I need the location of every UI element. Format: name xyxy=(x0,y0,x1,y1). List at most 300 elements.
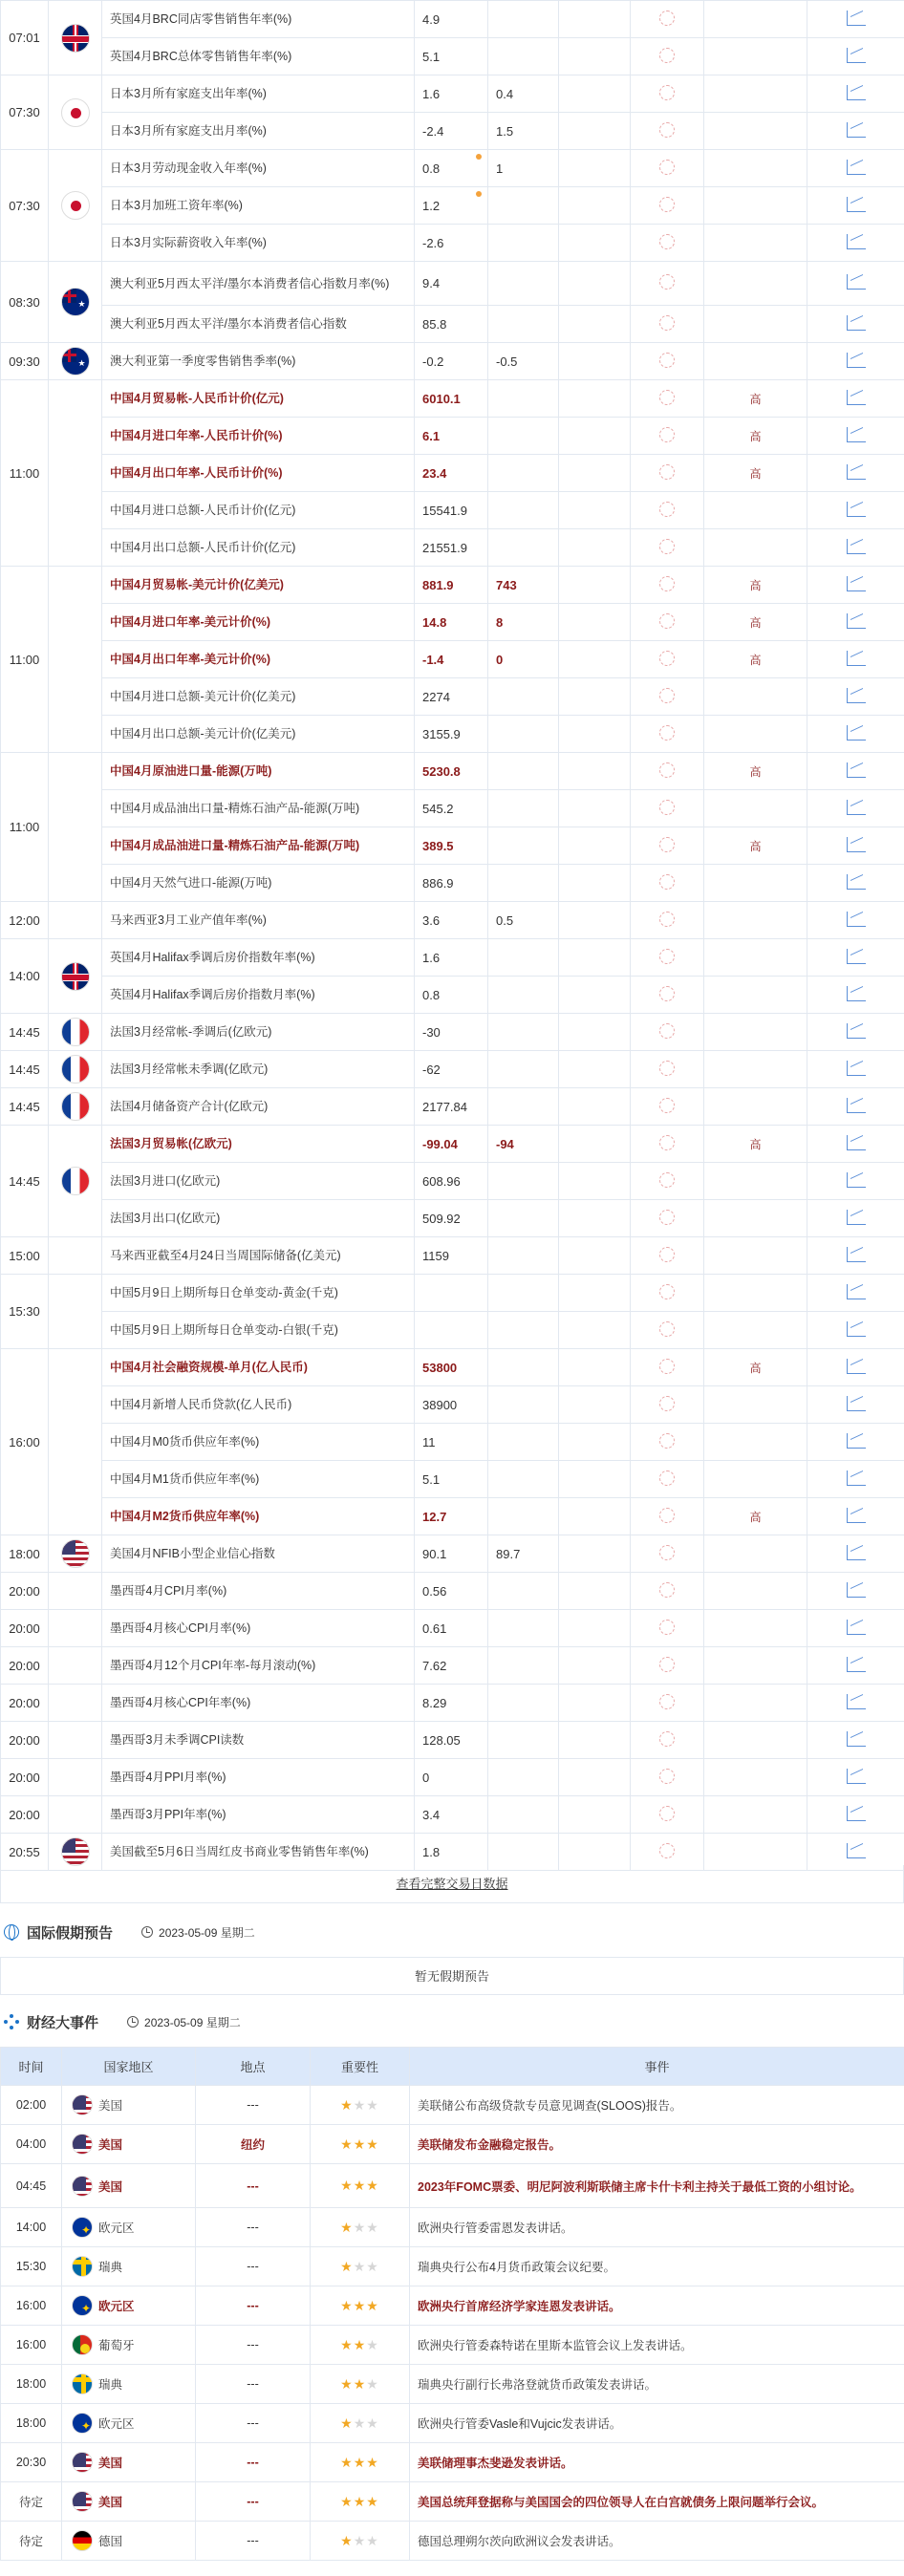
star-empty-icon: ★ xyxy=(353,2219,367,2235)
dashed-circle-icon xyxy=(659,1545,675,1560)
calendar-row[interactable] xyxy=(1,492,904,529)
chart-icon[interactable] xyxy=(847,1023,866,1039)
calendar-row[interactable] xyxy=(1,1386,904,1424)
previous-value xyxy=(415,1386,488,1424)
calendar-row[interactable] xyxy=(1,1535,904,1573)
chart-icon[interactable] xyxy=(847,1620,866,1635)
actual-value xyxy=(559,1796,631,1834)
calendar-row[interactable] xyxy=(1,716,904,753)
actual-value xyxy=(559,455,631,492)
event-description[interactable]: 2023年FOMC票委、明尼阿波利斯联储主席卡什卡利主持关于最低工资的小组讨论。 xyxy=(410,2164,904,2208)
chart-icon[interactable] xyxy=(847,539,866,554)
indicator-name[interactable]: 墨西哥4月核心CPI月率(%) xyxy=(102,1610,415,1647)
chart-cell xyxy=(807,1610,904,1647)
event-time: 15:00 xyxy=(1,1237,49,1275)
chart-icon[interactable] xyxy=(847,353,866,368)
importance-label xyxy=(704,1163,807,1200)
star-filled-icon: ★ xyxy=(340,2532,354,2548)
indicator-name[interactable]: 中国4月M2货币供应年率(%) xyxy=(102,1498,415,1535)
calendar-row[interactable] xyxy=(1,306,904,343)
previous-value xyxy=(415,1163,488,1200)
chart-icon[interactable] xyxy=(847,1582,866,1598)
calendar-row[interactable] xyxy=(1,1200,904,1237)
expected-value: 1 xyxy=(488,150,559,187)
calendar-row[interactable] xyxy=(1,641,904,678)
indicator-name[interactable]: 法国3月经常帐未季调(亿欧元) xyxy=(102,1051,415,1088)
chart-icon[interactable] xyxy=(847,1657,866,1672)
event-time: 15:30 xyxy=(1,2247,62,2286)
event-description[interactable]: 欧洲央行首席经济学家连恩发表讲话。 xyxy=(410,2286,904,2326)
importance-label xyxy=(704,902,807,939)
chart-icon[interactable] xyxy=(847,274,866,290)
event-time: 14:45 xyxy=(1,1126,49,1237)
calendar-row[interactable] xyxy=(1,865,904,902)
event-row[interactable] xyxy=(1,2164,904,2208)
chart-icon[interactable] xyxy=(847,986,866,1001)
chart-icon[interactable] xyxy=(847,949,866,964)
event-description[interactable]: 美国总统拜登据称与美国国会的四位领导人在白宫就债务上限问题举行会议。 xyxy=(410,2482,904,2522)
indicator-name[interactable]: 中国4月新增人民币贷款(亿人民币) xyxy=(102,1386,415,1424)
indicator-name[interactable]: 中国4月贸易帐-人民币计价(亿元) xyxy=(102,380,415,418)
indicator-name[interactable]: 澳大利亚5月西太平洋/墨尔本消费者信心指数月率(%) xyxy=(102,262,415,306)
chart-icon[interactable] xyxy=(847,762,866,778)
dashed-circle-icon xyxy=(659,1508,675,1523)
chart-icon[interactable] xyxy=(847,1098,866,1113)
indicator-name[interactable]: 马来西亚3月工业产值年率(%) xyxy=(102,902,415,939)
attention-cell xyxy=(631,1163,704,1200)
event-place: --- xyxy=(196,2286,311,2326)
chart-icon[interactable] xyxy=(847,1172,866,1188)
event-description[interactable]: 瑞典央行公布4月货币政策会议纪要。 xyxy=(410,2247,904,2286)
dashed-circle-icon xyxy=(659,234,675,249)
chart-icon[interactable] xyxy=(847,874,866,890)
actual-value xyxy=(559,1349,631,1386)
chart-icon[interactable] xyxy=(847,197,866,212)
indicator-name[interactable]: 中国4月贸易帐-美元计价(亿美元) xyxy=(102,567,415,604)
chart-icon[interactable] xyxy=(847,48,866,63)
event-place: --- xyxy=(196,2247,311,2286)
indicator-name[interactable]: 墨西哥4月12个月CPI年率-每月滚动(%) xyxy=(102,1647,415,1685)
calendar-row[interactable] xyxy=(1,1275,904,1312)
indicator-name[interactable]: 中国4月进口总额-人民币计价(亿元) xyxy=(102,492,415,529)
previous-value-text: 1.6 xyxy=(422,86,441,101)
chart-icon[interactable] xyxy=(847,1843,866,1858)
chart-icon[interactable] xyxy=(847,315,866,331)
calendar-row[interactable] xyxy=(1,1424,904,1461)
expected-value xyxy=(488,1424,559,1461)
event-country xyxy=(62,2522,196,2561)
attention-cell xyxy=(631,380,704,418)
country-flag-cell xyxy=(49,343,102,380)
calendar-row[interactable] xyxy=(1,1685,904,1722)
indicator-name[interactable]: 中国4月进口年率-人民币计价(%) xyxy=(102,418,415,455)
expected-value xyxy=(488,1014,559,1051)
dashed-circle-icon xyxy=(659,427,675,442)
event-row[interactable] xyxy=(1,2125,904,2164)
country-name: 瑞典 xyxy=(98,2261,123,2274)
indicator-name[interactable]: 中国5月9日上期所每日仓单变动-黄金(千克) xyxy=(102,1275,415,1312)
holiday-date: 2023-05-09 星期二 xyxy=(141,1924,255,1941)
dashed-circle-icon xyxy=(659,1843,675,1858)
calendar-row[interactable] xyxy=(1,939,904,977)
chart-icon[interactable] xyxy=(847,1359,866,1374)
chart-icon[interactable] xyxy=(847,725,866,741)
indicator-name[interactable]: 日本3月加班工资年率(%) xyxy=(102,187,415,225)
indicator-name[interactable]: 法国3月出口(亿欧元) xyxy=(102,1200,415,1237)
calendar-row[interactable] xyxy=(1,1163,904,1200)
chart-icon[interactable] xyxy=(847,234,866,249)
importance-label: 高 xyxy=(704,641,807,678)
chart-icon[interactable] xyxy=(847,800,866,815)
chart-cell xyxy=(807,1647,904,1685)
country-flag-cell xyxy=(49,1759,102,1796)
calendar-row[interactable] xyxy=(1,38,904,75)
event-place: --- xyxy=(196,2365,311,2404)
chart-icon[interactable] xyxy=(847,1284,866,1299)
chart-icon[interactable] xyxy=(847,1545,866,1560)
indicator-name[interactable]: 日本3月所有家庭支出年率(%) xyxy=(102,75,415,113)
country-flag-cell xyxy=(49,150,102,262)
importance-stars xyxy=(311,2443,410,2482)
chart-icon[interactable] xyxy=(847,502,866,517)
indicator-name[interactable]: 日本3月实际薪资收入年率(%) xyxy=(102,225,415,262)
calendar-row[interactable] xyxy=(1,790,904,827)
event-row[interactable] xyxy=(1,2247,904,2286)
calendar-row[interactable] xyxy=(1,1722,904,1759)
event-country xyxy=(62,2164,196,2208)
indicator-name[interactable]: 中国4月成品油进口量-精炼石油产品-能源(万吨) xyxy=(102,827,415,865)
previous-value xyxy=(415,1685,488,1722)
chart-icon[interactable] xyxy=(847,613,866,629)
indicator-name[interactable]: 墨西哥4月CPI月率(%) xyxy=(102,1573,415,1610)
flag-fr-icon xyxy=(61,1055,90,1084)
chart-icon[interactable] xyxy=(847,122,866,138)
indicator-name[interactable]: 英国4月Halifax季调后房价指数年率(%) xyxy=(102,939,415,977)
event-description[interactable]: 美联储公布高级贷款专员意见调查(SLOOS)报告。 xyxy=(410,2086,904,2125)
chart-cell xyxy=(807,1014,904,1051)
calendar-row[interactable] xyxy=(1,418,904,455)
chart-icon[interactable] xyxy=(847,688,866,703)
country-flag-cell xyxy=(49,1051,102,1088)
star-empty-icon: ★ xyxy=(366,2415,379,2431)
calendar-row[interactable] xyxy=(1,1051,904,1088)
calendar-row[interactable] xyxy=(1,1498,904,1535)
event-row[interactable] xyxy=(1,2365,904,2404)
calendar-row[interactable] xyxy=(1,977,904,1014)
expected-value: 89.7 xyxy=(488,1535,559,1573)
calendar-row[interactable] xyxy=(1,529,904,567)
star-empty-icon: ★ xyxy=(366,2336,379,2352)
previous-value xyxy=(415,790,488,827)
event-place: --- xyxy=(196,2404,311,2443)
chart-icon[interactable] xyxy=(847,1247,866,1262)
indicator-name[interactable]: 中国4月出口总额-人民币计价(亿元) xyxy=(102,529,415,567)
chart-cell xyxy=(807,225,904,262)
chart-icon[interactable] xyxy=(847,1210,866,1225)
chart-icon[interactable] xyxy=(847,651,866,666)
attention-cell xyxy=(631,1759,704,1796)
chart-icon[interactable] xyxy=(847,1433,866,1449)
indicator-name[interactable]: 中国4月进口总额-美元计价(亿美元) xyxy=(102,678,415,716)
calendar-row[interactable] xyxy=(1,1349,904,1386)
indicator-name[interactable]: 墨西哥4月PPI月率(%) xyxy=(102,1759,415,1796)
previous-value xyxy=(415,262,488,306)
previous-value xyxy=(415,641,488,678)
chart-icon[interactable] xyxy=(847,1508,866,1523)
chart-icon[interactable] xyxy=(847,1061,866,1076)
star-filled-icon: ★ xyxy=(353,2178,367,2193)
event-row[interactable] xyxy=(1,2086,904,2125)
indicator-name[interactable]: 日本3月所有家庭支出月率(%) xyxy=(102,113,415,150)
calendar-row[interactable] xyxy=(1,678,904,716)
calendar-row[interactable] xyxy=(1,1237,904,1275)
dashed-circle-icon xyxy=(659,912,675,927)
chart-icon[interactable] xyxy=(847,1769,866,1784)
calendar-row[interactable] xyxy=(1,187,904,225)
event-time: 14:45 xyxy=(1,1088,49,1126)
importance-label xyxy=(704,1200,807,1237)
dashed-circle-icon xyxy=(659,688,675,703)
dashed-circle-icon xyxy=(659,502,675,517)
chart-icon[interactable] xyxy=(847,1135,866,1150)
chart-icon[interactable] xyxy=(847,427,866,442)
event-time: 20:30 xyxy=(1,2443,62,2482)
calendar-row[interactable] xyxy=(1,262,904,306)
chart-icon[interactable] xyxy=(847,390,866,405)
indicator-name[interactable]: 中国4月原油进口量-能源(万吨) xyxy=(102,753,415,790)
country-flag-cell xyxy=(49,1722,102,1759)
dashed-circle-icon xyxy=(659,1172,675,1188)
attention-cell xyxy=(631,1535,704,1573)
calendar-row[interactable] xyxy=(1,827,904,865)
event-description[interactable]: 美联储理事杰斐逊发表讲话。 xyxy=(410,2443,904,2482)
previous-value-text: 0.8 xyxy=(422,987,441,1002)
actual-value xyxy=(559,567,631,604)
header-country: 国家地区 xyxy=(62,2048,196,2086)
calendar-row[interactable] xyxy=(1,1312,904,1349)
chart-icon[interactable] xyxy=(847,837,866,852)
indicator-name[interactable]: 澳大利亚第一季度零售销售季率(%) xyxy=(102,343,415,380)
indicator-name[interactable]: 澳大利亚5月西太平洋/墨尔本消费者信心指数 xyxy=(102,306,415,343)
country-flag-cell xyxy=(49,902,102,939)
calendar-row[interactable] xyxy=(1,1,904,38)
indicator-name[interactable]: 日本3月劳动现金收入年率(%) xyxy=(102,150,415,187)
calendar-row[interactable] xyxy=(1,380,904,418)
calendar-row[interactable] xyxy=(1,1796,904,1834)
event-description[interactable]: 欧洲央行管委雷恩发表讲话。 xyxy=(410,2208,904,2247)
chart-icon[interactable] xyxy=(847,1806,866,1821)
actual-value xyxy=(559,1535,631,1573)
actual-value xyxy=(559,939,631,977)
indicator-name[interactable]: 中国4月出口年率-人民币计价(%) xyxy=(102,455,415,492)
calendar-row[interactable] xyxy=(1,343,904,380)
event-row[interactable] xyxy=(1,2286,904,2326)
calendar-row[interactable] xyxy=(1,604,904,641)
indicator-name[interactable]: 法国3月进口(亿欧元) xyxy=(102,1163,415,1200)
calendar-row[interactable] xyxy=(1,753,904,790)
event-row[interactable] xyxy=(1,2482,904,2522)
calendar-row[interactable] xyxy=(1,75,904,113)
calendar-row[interactable] xyxy=(1,150,904,187)
expected-value xyxy=(488,455,559,492)
calendar-row[interactable] xyxy=(1,902,904,939)
importance-label: 高 xyxy=(704,1349,807,1386)
importance-label xyxy=(704,678,807,716)
expected-value xyxy=(488,827,559,865)
event-row[interactable] xyxy=(1,2522,904,2561)
chart-cell xyxy=(807,902,904,939)
chart-cell xyxy=(807,1163,904,1200)
dashed-circle-icon xyxy=(659,1210,675,1225)
indicator-name[interactable]: 中国4月出口总额-美元计价(亿美元) xyxy=(102,716,415,753)
indicator-name[interactable]: 法国3月经常帐-季调后(亿欧元) xyxy=(102,1014,415,1051)
calendar-row[interactable] xyxy=(1,225,904,262)
previous-value-text: 608.96 xyxy=(422,1173,461,1189)
importance-label: 高 xyxy=(704,455,807,492)
chart-cell xyxy=(807,1424,904,1461)
event-description[interactable]: 美联储发布金融稳定报告。 xyxy=(410,2125,904,2164)
previous-value-text: 0.8 xyxy=(422,161,441,176)
calendar-row[interactable] xyxy=(1,1088,904,1126)
chart-cell xyxy=(807,1126,904,1163)
expected-value xyxy=(488,187,559,225)
actual-value xyxy=(559,641,631,678)
actual-value xyxy=(559,1498,631,1535)
indicator-name[interactable]: 美国4月NFIB小型企业信心指数 xyxy=(102,1535,415,1573)
indicator-name[interactable]: 墨西哥3月PPI年率(%) xyxy=(102,1796,415,1834)
event-description[interactable]: 欧洲央行管委Vasle和Vujcic发表讲话。 xyxy=(410,2404,904,2443)
indicator-name[interactable]: 英国4月BRC总体零售销售年率(%) xyxy=(102,38,415,75)
event-place: --- xyxy=(196,2326,311,2365)
chart-icon[interactable] xyxy=(847,160,866,175)
event-row[interactable] xyxy=(1,2443,904,2482)
expected-value xyxy=(488,1461,559,1498)
calendar-row[interactable] xyxy=(1,1647,904,1685)
dashed-circle-icon xyxy=(659,315,675,331)
actual-value xyxy=(559,865,631,902)
previous-value-text: 38900 xyxy=(422,1397,458,1412)
indicator-name[interactable]: 英国4月Halifax季调后房价指数月率(%) xyxy=(102,977,415,1014)
event-row[interactable] xyxy=(1,2326,904,2365)
flag-fr-icon xyxy=(61,1167,90,1195)
event-place: --- xyxy=(196,2086,311,2125)
calendar-row[interactable] xyxy=(1,1573,904,1610)
calendar-row[interactable] xyxy=(1,1759,904,1796)
flag-eu-icon xyxy=(72,2295,93,2316)
chart-cell xyxy=(807,1498,904,1535)
importance-label xyxy=(704,1796,807,1834)
indicator-name[interactable]: 英国4月BRC同店零售销售年率(%) xyxy=(102,1,415,38)
expected-value xyxy=(488,1275,559,1312)
country-name: 美国 xyxy=(98,2099,123,2113)
chart-icon[interactable] xyxy=(847,912,866,927)
dashed-circle-icon xyxy=(659,48,675,63)
previous-value xyxy=(415,827,488,865)
event-row[interactable] xyxy=(1,2208,904,2247)
previous-value xyxy=(415,1498,488,1535)
calendar-row[interactable] xyxy=(1,455,904,492)
chart-icon[interactable] xyxy=(847,1731,866,1747)
view-full-day-link[interactable]: 查看完整交易日数据 xyxy=(0,1865,904,1903)
star-empty-icon: ★ xyxy=(366,2532,379,2548)
previous-value-text: 5.1 xyxy=(422,1471,441,1487)
chart-icon[interactable] xyxy=(847,464,866,480)
chart-icon[interactable] xyxy=(847,85,866,100)
events-table xyxy=(0,2047,904,2561)
indicator-name[interactable]: 中国4月成品油出口量-精炼石油产品-能源(万吨) xyxy=(102,790,415,827)
holiday-empty-message: 暂无假期预告 xyxy=(0,1957,904,1995)
previous-value xyxy=(415,187,488,225)
chart-icon[interactable] xyxy=(847,11,866,26)
chart-icon[interactable] xyxy=(847,1321,866,1337)
indicator-name[interactable]: 美国截至5月6日当周红皮书商业零售销售年率(%) xyxy=(102,1834,415,1871)
indicator-name[interactable]: 中国4月进口年率-美元计价(%) xyxy=(102,604,415,641)
importance-label xyxy=(704,1,807,38)
calendar-row[interactable] xyxy=(1,1014,904,1051)
indicator-name[interactable]: 中国5月9日上期所每日仓单变动-白银(千克) xyxy=(102,1312,415,1349)
event-description[interactable]: 欧洲央行管委森特诺在里斯本监管会议上发表讲话。 xyxy=(410,2326,904,2365)
chart-icon[interactable] xyxy=(847,1694,866,1709)
indicator-name[interactable]: 中国4月出口年率-美元计价(%) xyxy=(102,641,415,678)
calendar-row[interactable] xyxy=(1,113,904,150)
calendar-row[interactable] xyxy=(1,1610,904,1647)
indicator-name[interactable]: 中国4月天然气进口-能源(万吨) xyxy=(102,865,415,902)
indicator-name[interactable]: 中国4月M1货币供应年率(%) xyxy=(102,1461,415,1498)
flag-us-icon xyxy=(61,1837,90,1866)
indicator-name[interactable]: 墨西哥3月未季调CPI读数 xyxy=(102,1722,415,1759)
events-date: 2023-05-09 星期二 xyxy=(127,2014,241,2030)
attention-cell xyxy=(631,1,704,38)
indicator-name[interactable]: 马来西亚截至4月24日当周国际储备(亿美元) xyxy=(102,1237,415,1275)
importance-label: 高 xyxy=(704,380,807,418)
indicator-name[interactable]: 墨西哥4月核心CPI年率(%) xyxy=(102,1685,415,1722)
attention-cell xyxy=(631,678,704,716)
attention-cell xyxy=(631,262,704,306)
event-description[interactable]: 瑞典央行副行长弗洛登就货币政策发表讲话。 xyxy=(410,2365,904,2404)
expected-value xyxy=(488,262,559,306)
previous-value xyxy=(415,1051,488,1088)
previous-value-text: -0.2 xyxy=(422,354,444,369)
event-time: 20:00 xyxy=(1,1685,49,1722)
dashed-circle-icon xyxy=(659,1769,675,1784)
chart-icon[interactable] xyxy=(847,1470,866,1486)
indicator-name[interactable]: 法国4月储备资产合计(亿欧元) xyxy=(102,1088,415,1126)
chart-cell xyxy=(807,150,904,187)
calendar-row[interactable] xyxy=(1,567,904,604)
importance-label xyxy=(704,1759,807,1796)
actual-value xyxy=(559,1424,631,1461)
event-country xyxy=(62,2247,196,2286)
indicator-name[interactable]: 中国4月社会融资规模-单月(亿人民币) xyxy=(102,1349,415,1386)
calendar-row[interactable] xyxy=(1,1461,904,1498)
event-description[interactable]: 德国总理朔尔茨向欧洲议会发表讲话。 xyxy=(410,2522,904,2561)
chart-icon[interactable] xyxy=(847,1396,866,1411)
actual-value xyxy=(559,1163,631,1200)
actual-value xyxy=(559,1,631,38)
calendar-row[interactable] xyxy=(1,1126,904,1163)
chart-cell xyxy=(807,790,904,827)
indicator-name[interactable]: 中国4月M0货币供应年率(%) xyxy=(102,1424,415,1461)
country-flag-cell xyxy=(49,1647,102,1685)
attention-cell xyxy=(631,865,704,902)
expected-value xyxy=(488,977,559,1014)
expected-value xyxy=(488,492,559,529)
country-flag-cell xyxy=(49,1796,102,1834)
chart-icon[interactable] xyxy=(847,576,866,591)
indicator-name[interactable]: 法国3月贸易帐(亿欧元) xyxy=(102,1126,415,1163)
event-row[interactable] xyxy=(1,2404,904,2443)
event-time: 11:00 xyxy=(1,753,49,902)
